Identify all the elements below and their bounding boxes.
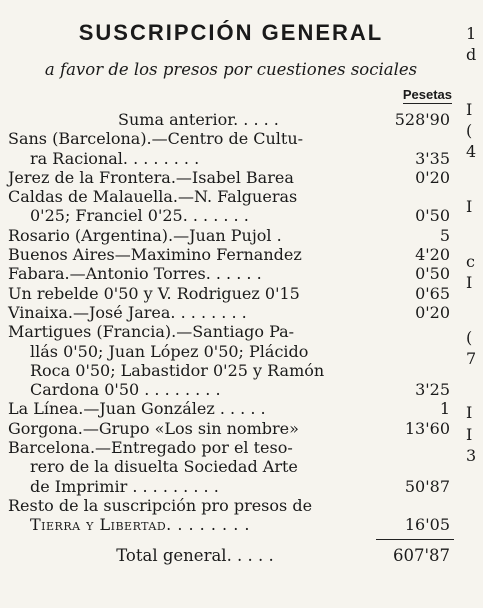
adjacent-column-fragment <box>466 24 483 479</box>
entry-amount: 16'05 <box>404 515 450 535</box>
entry-text: Barcelona.—Entregado por el teso- <box>8 438 293 458</box>
subscription-entry <box>8 438 454 496</box>
fragment-glyph: c <box>466 251 475 271</box>
fragment-glyph: I <box>466 403 473 423</box>
entry-text: Tierra y Libertad. . . . . . . . <box>30 515 250 535</box>
fragment-glyph: 4 <box>466 142 477 162</box>
entry-amount: 0'20 <box>415 167 450 187</box>
entry-line <box>8 149 454 168</box>
entry-text: rero de la disuelta Sociedad Arte <box>30 457 298 477</box>
entry-line <box>8 245 454 264</box>
entry-line <box>8 110 454 129</box>
subtitle: a favor de los presos por cuestiones sociales <box>44 60 418 79</box>
entry-text: Sans (Barcelona).—Centro de Cultu- <box>8 129 304 149</box>
fragment-glyph: I <box>466 424 473 444</box>
entry-text: Resto de la suscripción pro presos de <box>8 495 313 515</box>
fragment-glyph: ( <box>466 327 473 347</box>
fragment-glyph <box>466 176 483 195</box>
entry-line <box>8 226 454 245</box>
entry-text: Suma anterior. . . . . <box>118 110 279 129</box>
fragment-glyph: d <box>466 45 477 65</box>
entry-text: ra Racional. . . . . . . . <box>30 148 200 168</box>
fragment-glyph: I <box>466 197 473 217</box>
subscription-entry <box>8 284 454 303</box>
entry-amount: 4'20 <box>415 245 450 265</box>
subscription-entry <box>8 264 454 283</box>
total-label: Total general. . . . . <box>116 545 274 565</box>
entry-amount: 528'90 <box>394 110 450 129</box>
entry-text: Rosario (Argentina).—Juan Pujol . <box>8 225 282 245</box>
entry-line <box>8 187 454 206</box>
entry-line <box>8 380 454 399</box>
entry-text: Fabara.—Antonio Torres. . . . . . <box>8 264 262 284</box>
total-row <box>8 546 454 565</box>
entry-line <box>8 322 454 341</box>
subscription-entry <box>8 303 454 322</box>
entry-amount: 13'60 <box>404 418 450 438</box>
entry-text: Roca 0'50; Labastidor 0'25 y Ramón <box>30 360 325 380</box>
subscription-entry <box>8 110 454 129</box>
entry-text: llás 0'50; Juan López 0'50; Plácido <box>30 341 309 361</box>
entry-text: Jerez de la Frontera.—Isabel Barea <box>8 167 294 187</box>
fragment-glyph <box>466 218 483 237</box>
entry-amount: 3'35 <box>415 148 450 168</box>
subscription-entry <box>8 322 454 399</box>
entry-line <box>8 419 454 438</box>
entry-line <box>8 477 454 496</box>
subscription-entry <box>8 129 454 168</box>
entry-text: Martigues (Francia).—Santiago Pa- <box>8 322 295 342</box>
subscription-entry <box>8 168 454 187</box>
entry-text: de Imprimir . . . . . . . . . <box>30 476 219 496</box>
entry-line <box>8 284 454 303</box>
entry-amount: 5 <box>439 225 450 245</box>
entry-text: Cardona 0'50 . . . . . . . . <box>30 380 221 400</box>
entry-line <box>8 361 454 380</box>
subscription-entry <box>8 245 454 264</box>
fragment-glyph <box>466 370 483 389</box>
entry-line <box>8 496 454 515</box>
entry-line <box>8 438 454 457</box>
subscription-column <box>8 14 454 565</box>
entry-line <box>8 168 454 187</box>
fragment-glyph: 1 <box>466 24 477 43</box>
entry-text: Caldas de Malauella.—N. Falgueras <box>8 187 298 207</box>
entry-amount: 0'50 <box>415 206 450 226</box>
entry-amount: 0'65 <box>415 283 450 303</box>
subscription-entry <box>8 496 454 535</box>
total-rule <box>376 539 454 540</box>
total-amount: 607'87 <box>392 545 450 565</box>
entry-line <box>8 303 454 322</box>
entry-line <box>8 399 454 418</box>
fragment-glyph: ( <box>466 121 473 141</box>
subscription-list <box>8 110 454 535</box>
entry-amount: 0'50 <box>415 264 450 284</box>
entry-text: La Línea.—Juan González . . . . . <box>8 399 266 419</box>
fragment-glyph <box>466 294 483 313</box>
entry-text: 0'25; Franciel 0'25. . . . . . . <box>30 206 249 226</box>
entry-text: Gorgona.—Grupo «Los sin nombre» <box>8 418 299 438</box>
fragment-glyph <box>466 67 483 86</box>
entry-amount: 50'87 <box>404 476 450 496</box>
entry-text: Vinaixa.—José Jarea. . . . . . . . <box>8 302 247 322</box>
unit-header-label: Pesetas <box>402 87 452 102</box>
entry-line <box>8 129 454 148</box>
entry-amount: 1 <box>439 399 450 419</box>
subscription-entry <box>8 399 454 418</box>
fragment-glyph: I <box>466 272 473 292</box>
subscription-entry <box>8 187 454 226</box>
entry-text: Buenos Aires—Maximino Fernandez <box>8 245 302 265</box>
fragment-glyph: I <box>466 99 473 119</box>
entry-line <box>8 264 454 283</box>
page-title: SUSCRIPCIÓN GENERAL <box>78 20 384 45</box>
entry-line <box>8 206 454 225</box>
entry-line <box>8 515 454 534</box>
entry-amount: 0'20 <box>415 302 450 322</box>
fragment-glyph: 7 <box>466 348 477 368</box>
entry-line <box>8 342 454 361</box>
subscription-entry <box>8 226 454 245</box>
fragment-glyph: 3 <box>466 446 477 466</box>
subscription-entry <box>8 419 454 438</box>
entry-line <box>8 457 454 476</box>
entry-amount: 3'25 <box>415 380 450 400</box>
unit-header <box>8 87 454 102</box>
entry-text: Un rebelde 0'50 y V. Rodriguez 0'15 <box>8 283 300 303</box>
